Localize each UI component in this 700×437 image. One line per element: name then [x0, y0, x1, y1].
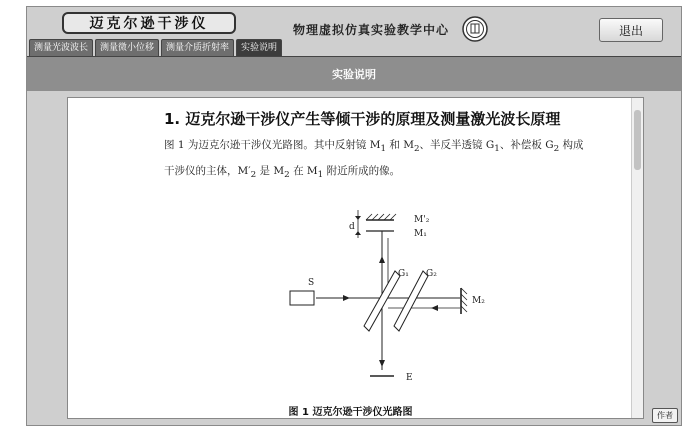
figure-caption: 图 1 迈克尔逊干涉仪光路图 [288, 407, 413, 418]
university-emblem-icon [462, 16, 488, 42]
mirror-m2-hatch [461, 288, 467, 312]
document-panel[interactable] [67, 97, 644, 419]
exit-button[interactable]: 退出 [599, 18, 663, 42]
label-g2: G₂ [426, 269, 437, 279]
para-sub: 1 [494, 144, 500, 155]
d-arrow-head-top [355, 216, 361, 220]
label-g1: G₁ [398, 269, 409, 279]
label-s: S [308, 278, 315, 288]
para-text: 构成 [559, 139, 584, 151]
para-sub: 2 [553, 144, 560, 155]
app-window [26, 6, 682, 426]
para-sub: 1 [317, 170, 324, 181]
beam-arrow-left [431, 305, 438, 311]
mirror-m1-hatch [366, 214, 396, 220]
document-scrollbar[interactable] [631, 98, 643, 418]
label-e: E [406, 373, 413, 383]
tab-experiment-instructions[interactable]: 实验说明 [236, 39, 282, 56]
light-source [290, 291, 314, 305]
tab-measure-wavelength[interactable]: 测量光波波长 [29, 39, 93, 56]
para-sub: 2 [284, 170, 290, 181]
beam-arrow-right [343, 295, 350, 301]
beam-arrow-up [379, 256, 385, 263]
label-m1: M₁ [414, 229, 427, 239]
label-d: d [349, 222, 355, 232]
scrollbar-thumb[interactable] [634, 110, 641, 170]
tab-bar [29, 39, 282, 56]
para-sub: 2 [250, 170, 257, 181]
label-m2: M₂ [472, 296, 485, 306]
para-text: 、半反半透镜 G [419, 139, 495, 151]
interferometer-diagram [68, 98, 633, 418]
para-text: 附近所成的像。 [323, 165, 401, 178]
para-text: 图 1 为迈克尔逊干涉仪光路图。其中反射镜 M [164, 139, 381, 151]
para-sub: 2 [413, 144, 420, 155]
d-arrow-head-bottom [355, 231, 361, 235]
app-title: 迈克尔逊干涉仪 [62, 12, 236, 34]
center-title: 物理虚拟仿真实验教学中心 [293, 23, 450, 37]
plate-g2 [394, 271, 428, 331]
para-sub: 1 [380, 144, 387, 155]
para-text: 、补偿板 G [499, 139, 554, 151]
section-title: 实验说明 [332, 68, 376, 81]
tab-measure-displacement[interactable]: 测量微小位移 [95, 39, 159, 56]
section-header [27, 57, 681, 91]
label-m2-prime: M'₂ [414, 215, 430, 225]
author-button[interactable]: 作者 [652, 408, 678, 423]
para-text: 和 M [386, 139, 414, 151]
tab-measure-refractive-index[interactable]: 测量介质折射率 [161, 39, 234, 56]
para-text: 在 M [289, 165, 318, 178]
document-heading: 1. 迈克尔逊干涉仪产生等倾干涉的原理及测量激光波长原理 [164, 110, 561, 128]
para-text: 是 M [256, 165, 285, 178]
para-text: 干涉仪的主体，M′ [164, 165, 251, 178]
beam-arrow-down [379, 360, 385, 367]
